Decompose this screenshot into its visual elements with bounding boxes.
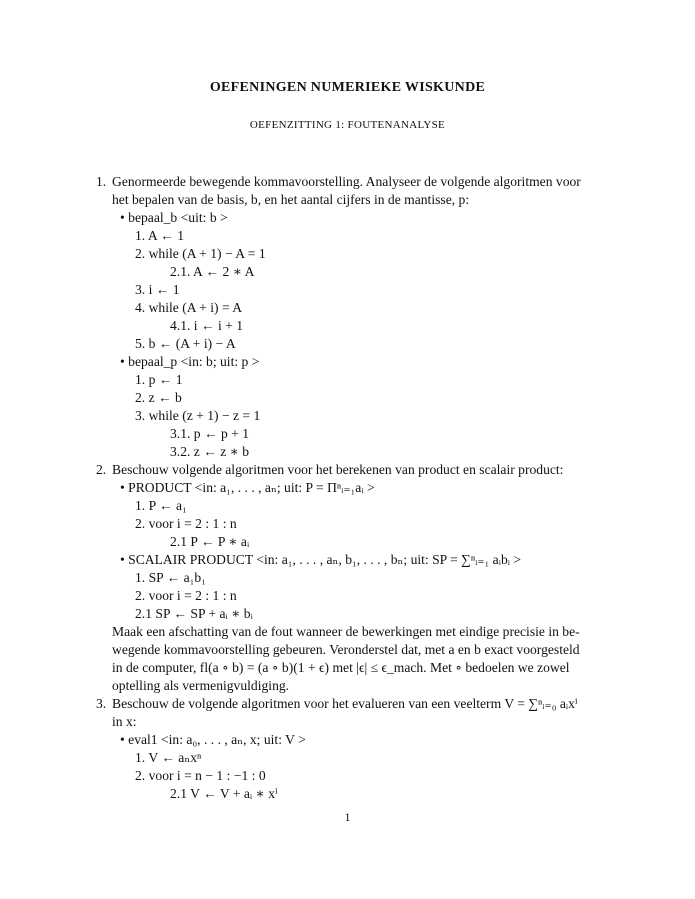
- algorithm-header: • bepaal_b <uit: b >: [120, 210, 228, 225]
- item-intro-line: in x:: [112, 714, 137, 729]
- algorithm-substep: 3.1. p ← p + 1: [170, 426, 250, 441]
- item-intro-line: Beschouw de volgende algoritmen voor het evalueren van een veelterm V = ∑ⁿᵢ₌₀ aᵢxⁱ: [112, 696, 578, 711]
- algorithm-header: • SCALAIR PRODUCT <in: a₁, . . . , aₙ, b₁, . . . , bₙ; uit: SP = ∑ⁿᵢ₌₁ aᵢbᵢ >: [120, 552, 522, 567]
- paragraph-line: in de computer, fl(a ∘ b) = (a ∘ b)(1 + ϵ) met |ϵ| ≤ ϵ_mach. Met ∘ bedoelen we zowel: [112, 660, 570, 675]
- algorithm-step: 3. i ← 1: [135, 282, 180, 297]
- algorithm-header: • PRODUCT <in: a₁, . . . , aₙ; uit: P = Πⁿᵢ₌₁aᵢ >: [120, 480, 375, 495]
- item-number: 3.: [96, 696, 107, 711]
- algorithm-step: 2. voor i = n − 1 : −1 : 0: [135, 768, 266, 783]
- item-intro-line: het bepalen van de basis, b, en het aantal cijfers in de mantisse, p:: [112, 192, 470, 207]
- algorithm-step: 2. voor i = 2 : 1 : n: [135, 588, 237, 603]
- page-title: OEFENINGEN NUMERIEKE WISKUNDE: [209, 80, 486, 95]
- paragraph-line: optelling als vermenigvuldiging.: [112, 678, 290, 693]
- algorithm-step: 2. while (A + 1) − A = 1: [135, 246, 266, 261]
- algorithm-header: • bepaal_p <in: b; uit: p >: [120, 354, 260, 369]
- algorithm-step: 1. V ← aₙxⁿ: [135, 750, 202, 765]
- paragraph-line: Maak een afschatting van de fout wanneer de bewerkingen met eindige precisie in be-: [112, 624, 580, 639]
- page-number: 1: [344, 810, 351, 824]
- algorithm-step: 1. P ← a₁: [135, 498, 187, 513]
- item-number: 1.: [96, 174, 107, 189]
- algorithm-step: 3. while (z + 1) − z = 1: [135, 408, 261, 423]
- algorithm-substep: 2.1 V ← V + aᵢ ∗ xⁱ: [170, 786, 278, 801]
- algorithm-step: 1. SP ← a₁b₁: [135, 570, 206, 585]
- algorithm-header: • eval1 <in: a₀, . . . , aₙ, x; uit: V >: [120, 732, 306, 747]
- algorithm-step: 2. voor i = 2 : 1 : n: [135, 516, 237, 531]
- algorithm-step: 4. while (A + i) = A: [135, 300, 243, 315]
- item-intro-line: Genormeerde bewegende kommavoorstelling. Analyseer de volgende algoritmen voor: [112, 174, 581, 189]
- algorithm-substep: 2.1. A ← 2 ∗ A: [170, 264, 255, 279]
- algorithm-step: 2. z ← b: [135, 390, 182, 405]
- page-subtitle: OEFENZITTING 1: FOUTENANALYSE: [249, 119, 446, 131]
- algorithm-step: 1. A ← 1: [135, 228, 185, 243]
- algorithm-substep: 3.2. z ← z ∗ b: [170, 444, 250, 459]
- algorithm-substep: 4.1. i ← i + 1: [170, 318, 243, 333]
- paragraph-line: wegende kommavoorstelling gebeuren. Veronderstel dat, met a en b exact voorgesteld: [112, 642, 580, 657]
- algorithm-step: 5. b ← (A + i) − A: [135, 336, 236, 351]
- item-number: 2.: [96, 462, 107, 477]
- algorithm-step: 1. p ← 1: [135, 372, 183, 387]
- algorithm-substep: 2.1 P ← P ∗ aᵢ: [170, 534, 250, 549]
- algorithm-step: 2.1 SP ← SP + aᵢ ∗ bᵢ: [135, 606, 253, 621]
- item-intro-line: Beschouw volgende algoritmen voor het berekenen van product en scalair product:: [112, 462, 564, 477]
